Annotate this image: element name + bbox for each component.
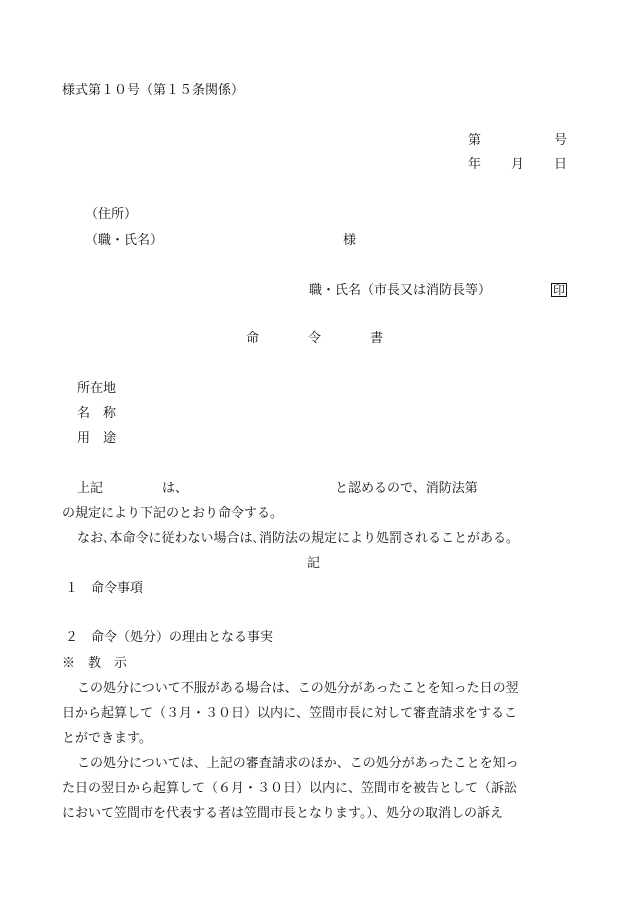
notice-p1-line-2: 日から起算して（３月・３０日）以内に、笠間市長に対して審査請求をするこ [62,706,518,721]
doc-number-suffix: 号 [554,133,568,148]
body-line-3: なお､本命令に従わない場合は､消防法の規定により処罰されることがある。 [77,531,520,546]
notice-p2-line-1: この処分については、上記の審査請求のほか、この処分があったことを知っ [77,756,519,771]
date-year: 年 [468,157,482,172]
property-name-label: 名 称 [77,406,117,421]
notice-p1-line-3: とができます。 [62,731,152,746]
property-use-label: 用 途 [77,431,117,446]
property-location-label: 所在地 [77,381,117,396]
ki-heading: 記 [307,556,321,571]
form-title: 様式第１０号（第１５条関係） [62,83,245,98]
addressee-address-label: （住所） [85,207,138,222]
date-month: 月 [511,157,525,172]
notice-p1-line-1: この処分について不服がある場合は、この処分があったことを知った日の翌 [77,681,519,696]
date-day: 日 [554,157,568,172]
issuer-label: 職・氏名（市長又は消防長等） [309,283,492,298]
body-line-1-b: は、 [162,481,189,496]
seal-mark: 印 [553,283,566,297]
item-1: １ 命令事項 [65,581,144,596]
item-2: ２ 命令（処分）の理由となる事実 [65,630,274,645]
title-char-3: 書 [370,331,384,346]
body-line-1-c: と認めるので、消防法第 [335,481,478,496]
doc-number-prefix: 第 [468,133,482,148]
body-line-2: の規定により下記のとおり命令する。 [62,506,284,521]
title-char-2: 令 [308,331,322,346]
body-line-1-a: 上記 [77,481,104,496]
notice-heading: ※ 教 示 [62,656,128,671]
title-char-1: 命 [246,331,260,346]
addressee-name-label: （職・氏名） [85,233,164,248]
notice-p2-line-2: た日の翌日から起算して（６月・３０日）以内に、笠間市を被告として（訴訟 [62,781,518,796]
addressee-honorific: 様 [343,233,357,248]
notice-p2-line-3: において笠間市を代表する者は笠間市長となります。）、処分の取消しの訴え [62,806,503,821]
